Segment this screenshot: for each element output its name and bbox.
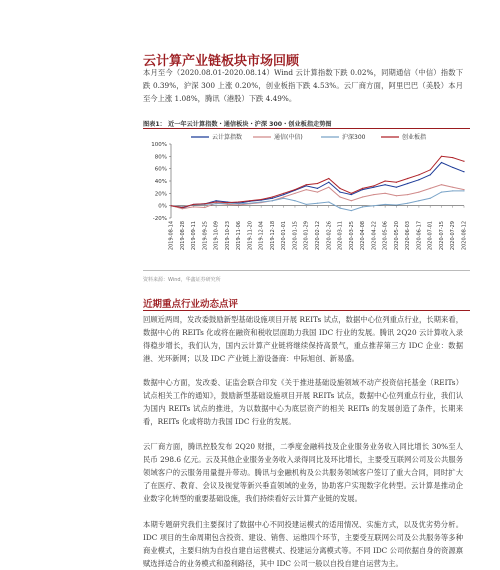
data-point [362,206,363,207]
source-note: 资料来源：Wind，华鑫证券研究所 [143,277,221,283]
x-tick-label: 2020-08-12 [461,221,468,251]
data-point [283,196,284,197]
series-line-0 [171,163,464,209]
data-point [441,192,442,193]
data-point [283,198,284,199]
data-point [328,182,329,183]
data-point [396,187,397,188]
data-point [238,203,239,204]
data-point [182,208,183,209]
x-tick-label: 2019-11-06 [236,221,243,251]
data-point [396,195,397,196]
data-point [328,178,329,179]
data-point [272,198,273,199]
data-point [328,187,329,188]
x-tick-label: 2020-05-20 [393,221,400,251]
data-point [430,198,431,199]
data-point [373,194,374,195]
line-chart [143,130,470,270]
data-point [452,190,453,191]
data-point [294,193,295,194]
data-point [306,185,307,186]
data-point [385,193,386,194]
data-point [418,200,419,201]
x-tick-label: 2020-01-01 [281,221,288,251]
x-tick-label: 2019-08-28 [179,221,186,251]
data-point [351,200,352,201]
x-tick-label: 2020-04-08 [360,221,367,251]
data-point [385,204,386,205]
series-line-3 [171,156,464,207]
x-tick-label: 2019-12-18 [269,221,276,251]
x-tick-label: 2020-06-03 [405,221,412,251]
data-point [418,174,419,175]
data-point [452,167,453,168]
legend-label: 沪深300 [342,134,366,141]
intro-paragraph: 本月至今（2020.08.01-2020.08.14）Wind 云计算指数下跌 0.02%，同期通信（中信）指数下跌 0.39%，沪深 300 上涨 0.20%，创业板指下跌 4.53%。云厂商方面，阿里巴巴（美股）本月至今上涨 1.08%，腾讯（港股）下跌 4.49%。 [143,68,463,103]
data-point [396,204,397,205]
data-point [294,200,295,201]
data-point [441,162,442,163]
news-paragraph-2: 数据中心方面，发改委、证监会联合印发《关于推进基础设施领域不动产投资信托基金（REITs）试点相关工作的通知》，鼓励新型基础设施项目开展 REITs 试点，数据中心位列重点行业，我们认为国内 REITs 试点的推进，为以数据中心为底层资产的相关 REITs 的发展创造了条件，长期来看，REITs 化或将助力我国 IDC 行业的发展。 [143,378,463,426]
data-point [407,203,408,204]
data-point [452,157,453,158]
data-point [452,187,453,188]
data-point [463,161,464,162]
data-point [204,207,205,208]
section-heading-industry-news: 近期重点行业动态点评 [143,299,239,310]
x-tick-label: 2019-11-20 [247,221,254,251]
figure-bottom-rule [143,270,470,271]
legend-label: 云计算指数 [212,134,243,141]
data-point [418,192,419,193]
data-point [215,201,216,202]
data-point [463,190,464,191]
data-point [430,188,431,189]
data-point [193,206,194,207]
news-paragraph-1: 回顾近两周，发改委鼓励新型基础设施项目开展 REITs 试点，数据中心位列重点行业，长期来看，数据中心的 REITs 化或将在融资和税收层面助力我国 IDC 行业的发展。腾讯 2Q20 云计算收入录得稳步增长，我们认为，国内云计算产业链将继续保持高景气，重点推荐第三方 IDC 企业：数据港、光环新网；以及 IDC 产业链上游设备商：中际旭创、新易盛。 [143,315,463,363]
data-point [441,184,442,185]
x-tick-label: 2020-03-25 [348,221,355,251]
data-point [215,200,216,201]
data-point [272,200,273,201]
data-point [351,210,352,211]
figure-title: 图表1： 近一年云计算指数・通信板块・沪深 300・创业板指走势图 [143,121,332,128]
data-point [407,178,408,179]
data-point [362,188,363,189]
data-point [328,201,329,202]
data-point [385,180,386,181]
data-point [261,199,262,200]
data-point [430,174,431,175]
data-point [317,188,318,189]
data-point [306,184,307,185]
data-point [339,196,340,197]
data-point [306,189,307,190]
data-point [430,169,431,170]
x-tick-label: 2019-12-04 [258,221,265,251]
data-point [238,204,239,205]
data-point [227,202,228,203]
data-point [418,179,419,180]
y-tick-label: 100% [151,142,167,148]
x-tick-label: 2020-04-22 [371,221,378,251]
section-heading-rule [143,310,470,311]
data-point [215,203,216,204]
data-point [317,192,318,193]
x-tick-label: 2019-09-25 [202,221,209,251]
x-tick-label: 2020-05-06 [382,221,389,251]
y-tick-label: 0% [158,203,167,210]
data-point [294,189,295,190]
data-point [306,204,307,205]
x-tick-label: 2020-02-12 [315,221,321,251]
section-heading-market-review: 云计算产业链板块市场回顾 [143,54,300,69]
data-point [362,189,363,190]
data-point [238,201,239,202]
x-tick-label: 2020-07-01 [427,221,434,251]
data-point [351,194,352,195]
data-point [373,205,374,206]
data-point [283,194,284,195]
data-point [441,156,442,157]
y-tick-label: 40% [154,179,167,185]
data-point [351,193,352,194]
data-point [339,192,340,193]
x-tick-label: 2020-03-11 [337,221,344,251]
data-point [339,188,340,189]
x-tick-label: 2020-01-29 [303,221,310,251]
data-point [272,196,273,197]
y-tick-label: 20% [154,191,167,198]
x-tick-label: 2020-07-15 [438,221,445,251]
data-point [170,205,171,206]
data-point [204,203,205,204]
y-tick-label: 80% [154,154,167,161]
data-point [407,183,408,184]
data-point [317,183,318,184]
y-tick-label: 60% [154,166,167,173]
data-point [362,196,363,197]
data-point [182,207,183,208]
news-paragraph-3: 云厂商方面，腾讯控股发布 2Q20 财报，二季度金融科技及企业服务业务收入同比增长 30%至人民币 298.6 亿元。云及其他企业服务业务收入录得同比及环比增长，主要受互联网公司及公共服务领域客户的云服务用量提升带动。腾讯与金融机构及公共服务领域客户签订了重大合同，同时扩大了在医疗、教育、会议及视觉等新兴垂直领域的业务，协助客户实现数字化转型。云计算是推动企业数字化转型的重要基础设施，我们持续看好云计算产业链的发展。 [143,442,463,503]
data-point [249,200,250,201]
x-tick-label: 2020-02-26 [326,221,333,251]
legend-label: 创业板指 [402,134,427,141]
data-point [227,204,228,205]
x-tick-label: 2020-01-15 [292,221,299,251]
data-point [339,208,340,209]
data-point [193,204,194,205]
x-tick-label: 2019-10-09 [213,221,220,251]
data-point [317,203,318,204]
data-point [373,187,374,188]
figure-title-rule [143,128,470,129]
news-paragraph-4: 本期专题研究我们主要探讨了数据中心不同投建运模式的适用情况、实施方式，以及优劣势分析。IDC 项目的生命周期包含投资、建设、销售、运维四个环节，主要受互联网公司及公共服务等多种商业模式，主要归纳为自投自建自运营模式、投建运分离模式等。不同 IDC 公司依据自身的资源禀赋选择适合的业务模式和盈利路径，其中 IDC 公司一般以自投自建自运营为主。 [143,520,463,568]
data-point [463,189,464,190]
data-point [407,194,408,195]
data-point [385,184,386,185]
x-tick-label: 2019-08-14 [168,221,175,251]
legend-label: 通信(中信) [274,134,303,141]
data-point [283,193,284,194]
x-tick-label: 2020-06-17 [416,221,423,251]
x-tick-label: 2019-09-11 [191,221,198,251]
data-point [261,201,262,202]
y-tick-label: -20% [152,216,167,222]
data-point [463,171,464,172]
x-tick-label: 2020-07-29 [450,221,457,251]
x-tick-label: 2019-10-23 [224,221,231,251]
data-point [249,203,250,204]
data-point [396,182,397,183]
data-point [373,185,374,186]
